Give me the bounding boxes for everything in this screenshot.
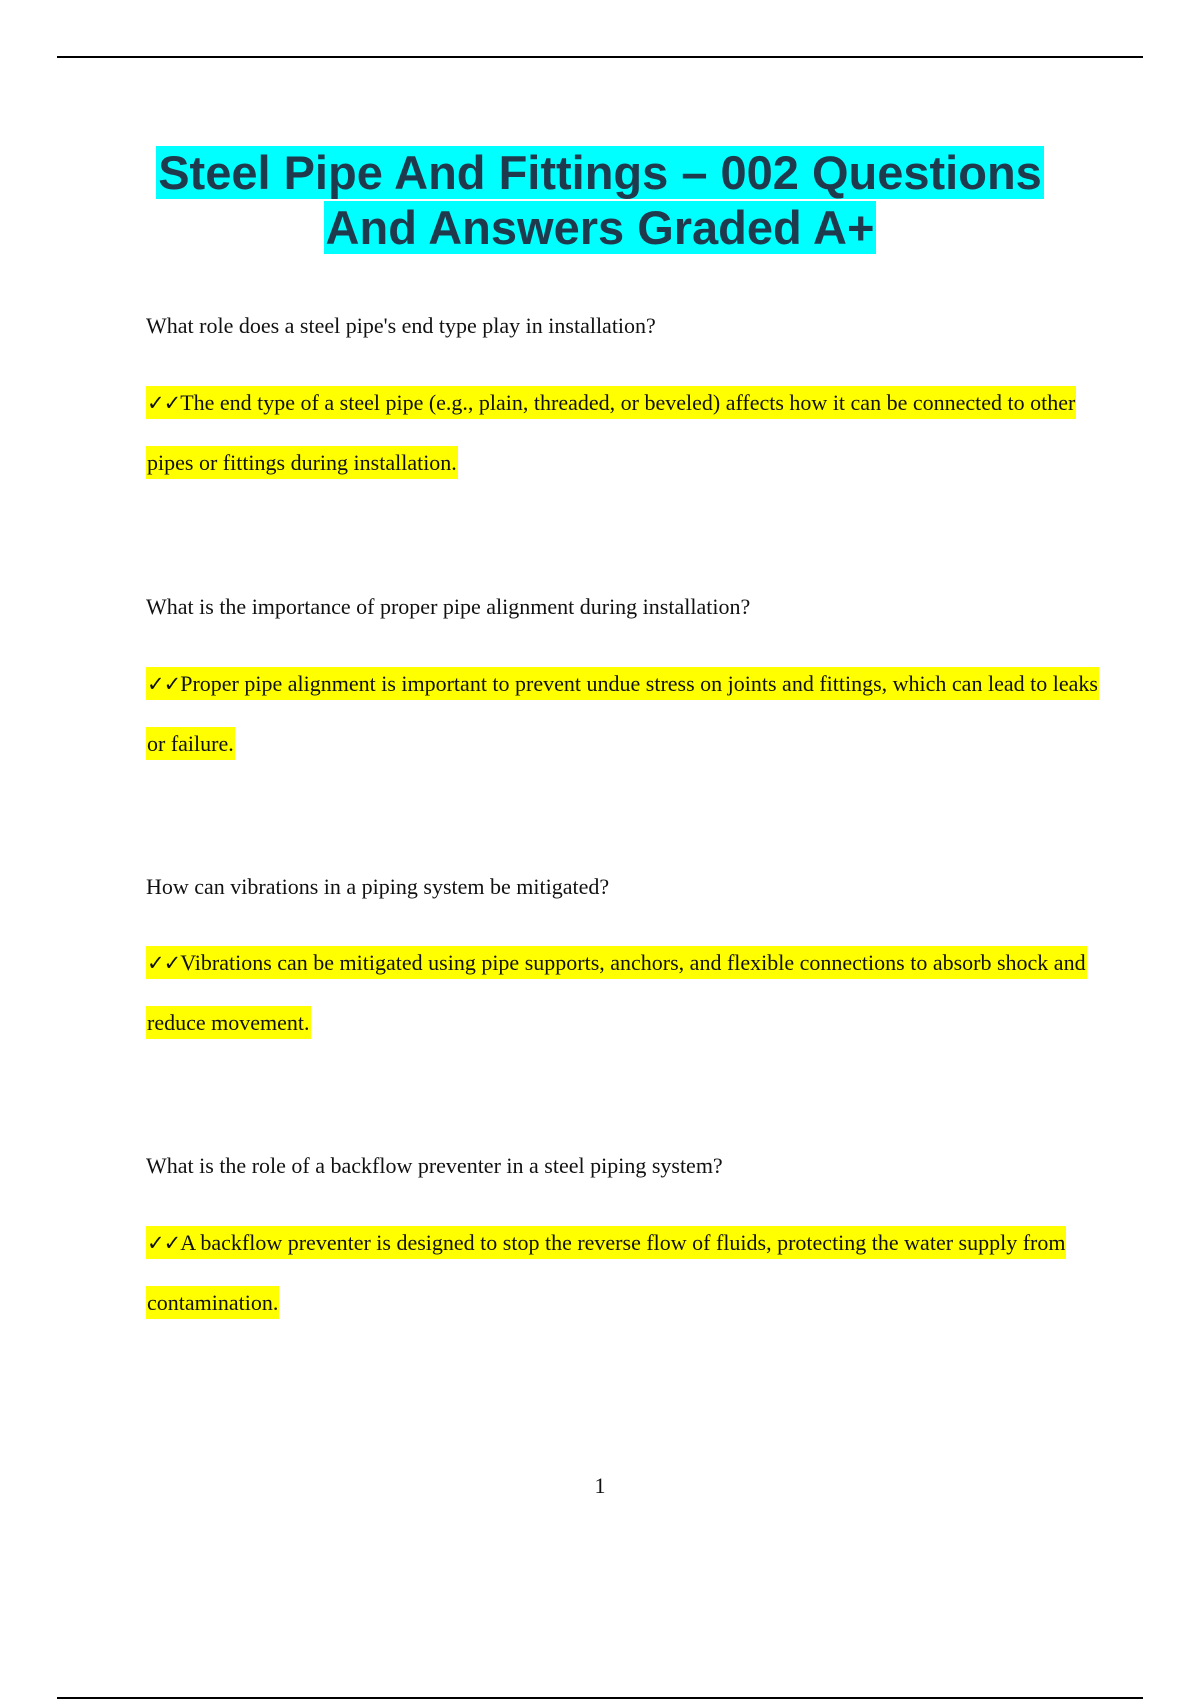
answer-3 [146, 933, 1101, 1053]
checkmark-icon: ✓✓ [147, 391, 181, 415]
page-number: 1 [594, 1473, 606, 1498]
checkmark-icon: ✓✓ [147, 672, 181, 696]
header-rule [57, 56, 1143, 58]
answer-3-text: Vibrations can be mitigated using pipe supports, anchors, and flexible connections to absorb shock and reduce movement. [147, 950, 1086, 1035]
question-4: What is the role of a backflow preventer in a steel piping system? [146, 1153, 723, 1178]
answer-1-text: The end type of a steel pipe (e.g., plain, threaded, or beveled) affects how it can be connected to other pipes or fittings during installation. [147, 390, 1076, 475]
title-line-2: And Answers Graded A+ [325, 201, 875, 254]
answer-4-text: A backflow preventer is designed to stop the reverse flow of fluids, protecting the water supply from contamination. [147, 1230, 1066, 1315]
answer-2-text: Proper pipe alignment is important to prevent undue stress on joints and fittings, which can lead to leaks or failure. [147, 671, 1098, 756]
document-title [100, 145, 1100, 255]
answer-4 [146, 1213, 1101, 1333]
question-1: What role does a steel pipe's end type play in installation? [146, 313, 656, 338]
answer-1-highlight [146, 386, 1076, 479]
title-line-1: Steel Pipe And Fittings – 002 Questions [158, 146, 1042, 199]
footer-rule [57, 1697, 1143, 1699]
answer-2 [146, 654, 1101, 774]
answer-4-highlight [146, 1226, 1066, 1319]
checkmark-icon: ✓✓ [147, 951, 181, 975]
checkmark-icon: ✓✓ [147, 1231, 181, 1255]
answer-1 [146, 373, 1101, 493]
answer-3-highlight [146, 946, 1087, 1039]
answer-2-highlight [146, 667, 1099, 760]
question-2: What is the importance of proper pipe alignment during installation? [146, 594, 751, 619]
question-3: How can vibrations in a piping system be mitigated? [146, 874, 610, 899]
